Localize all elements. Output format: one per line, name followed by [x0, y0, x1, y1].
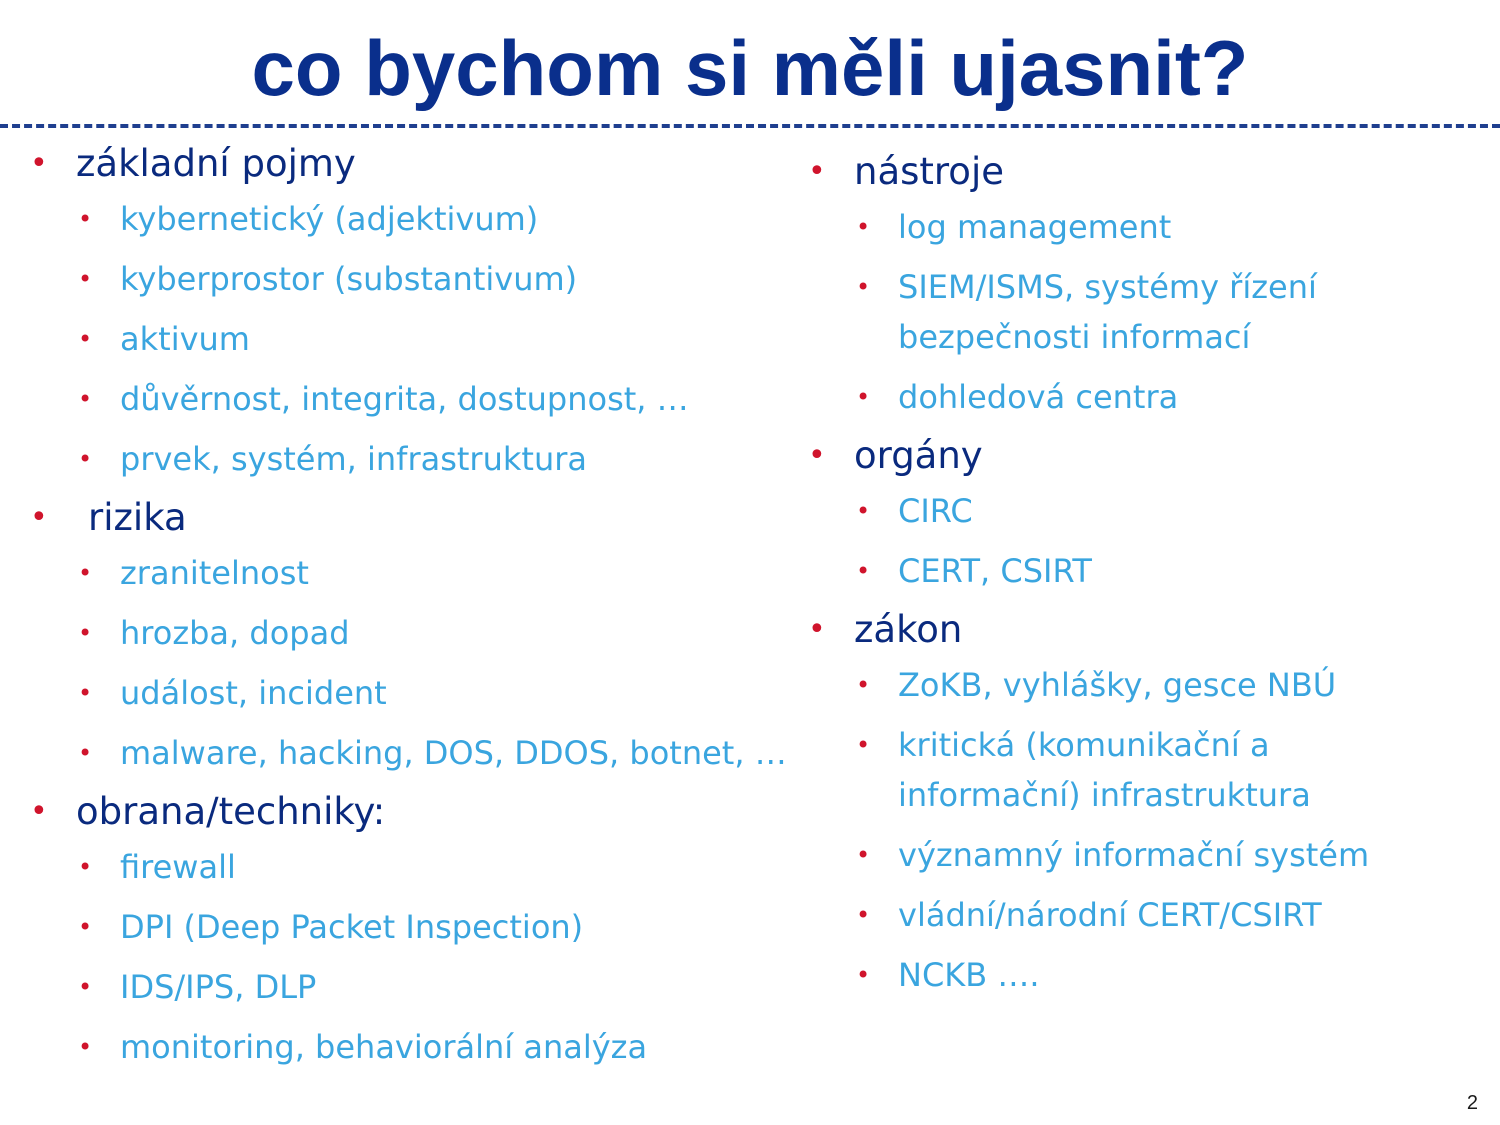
topic-label: obrana/techniky: [76, 790, 386, 833]
list-item: • aktivum [30, 314, 810, 364]
list-item: • hrozba, dopad [30, 608, 810, 658]
list-item: • CIRC [808, 486, 1468, 536]
list-item: • prvek, systém, infrastruktura [30, 434, 810, 484]
topic-label: rizika [88, 496, 187, 539]
bullet-icon: • [78, 205, 93, 233]
list-item: • NCKB …. [808, 950, 1468, 1000]
bullet-icon: • [78, 619, 93, 647]
title-divider [0, 124, 1500, 128]
list-item: • CERT, CSIRT [808, 546, 1468, 596]
bullet-icon: • [856, 213, 871, 241]
topic-tools [808, 148, 1468, 422]
slide-title: co bychom si měli ujasnit? [251, 24, 1249, 112]
topic-subitems [854, 202, 1468, 422]
topic-authorities [808, 432, 1468, 596]
topic-risks [30, 494, 810, 778]
bullet-icon: • [30, 794, 48, 829]
left-column [30, 140, 810, 1082]
bullet-icon: • [78, 913, 93, 941]
list-item: • log management [808, 202, 1468, 252]
bullet-icon: • [78, 679, 93, 707]
topic-subitems [76, 548, 810, 778]
topic-subitems [76, 842, 810, 1072]
topic-subitems [76, 194, 810, 484]
list-item: • dohledová centra [808, 372, 1468, 422]
bullet-icon: • [856, 497, 871, 525]
bullet-icon: • [856, 273, 871, 301]
list-item: • ZoKB, vyhlášky, gesce NBÚ [808, 660, 1468, 710]
bullet-icon: • [78, 739, 93, 767]
list-item: • kybernetický (adjektivum) [30, 194, 810, 244]
bullet-icon: • [78, 265, 93, 293]
bullet-icon: • [856, 383, 871, 411]
list-item: • DPI (Deep Packet Inspection) [30, 902, 810, 952]
bullet-icon: • [856, 557, 871, 585]
bullet-icon: • [78, 853, 93, 881]
list-item: • událost, incident [30, 668, 810, 718]
bullet-icon: • [808, 154, 826, 189]
list-item: • IDS/IPS, DLP [30, 962, 810, 1012]
bullet-icon: • [856, 841, 871, 869]
bullet-icon: • [30, 500, 48, 535]
topic-subitems [854, 660, 1468, 1000]
bullet-icon: • [78, 559, 93, 587]
right-column [808, 148, 1468, 1010]
topic-defense [30, 788, 810, 1072]
list-item: • zranitelnost [30, 548, 810, 598]
topic-basic-terms [30, 140, 810, 484]
bullet-icon: • [78, 385, 93, 413]
topic-subitems [854, 486, 1468, 596]
bullet-icon: • [78, 445, 93, 473]
bullet-icon: • [808, 612, 826, 647]
list-item: • malware, hacking, DOS, DDOS, botnet, … [30, 728, 810, 778]
list-item: • vládní/národní CERT/CSIRT [808, 890, 1468, 940]
bullet-icon: • [78, 973, 93, 1001]
bullet-icon: • [78, 325, 93, 353]
bullet-icon: • [856, 731, 871, 759]
bullet-icon: • [808, 438, 826, 473]
list-item: • kritická (komunikační a informační) infrastruktura [808, 720, 1398, 820]
bullet-icon: • [856, 901, 871, 929]
topic-label: nástroje [854, 150, 1004, 193]
list-item: • monitoring, behaviorální analýza [30, 1022, 810, 1072]
bullet-icon: • [856, 961, 871, 989]
bullet-icon: • [78, 1033, 93, 1061]
list-item: • SIEM/ISMS, systémy řízení bezpečnosti informací [808, 262, 1398, 362]
page-number: 2 [1466, 1092, 1478, 1114]
list-item: • významný informační systém [808, 830, 1468, 880]
list-item: • kyberprostor (substantivum) [30, 254, 810, 304]
topic-label: základní pojmy [76, 142, 356, 185]
list-item: • firewall [30, 842, 810, 892]
topic-label: orgány [854, 434, 983, 477]
topic-law [808, 606, 1468, 1000]
list-item: • důvěrnost, integrita, dostupnost, … [30, 374, 810, 424]
bullet-icon: • [30, 146, 48, 181]
bullet-icon: • [856, 671, 871, 699]
topic-label: zákon [854, 608, 963, 651]
